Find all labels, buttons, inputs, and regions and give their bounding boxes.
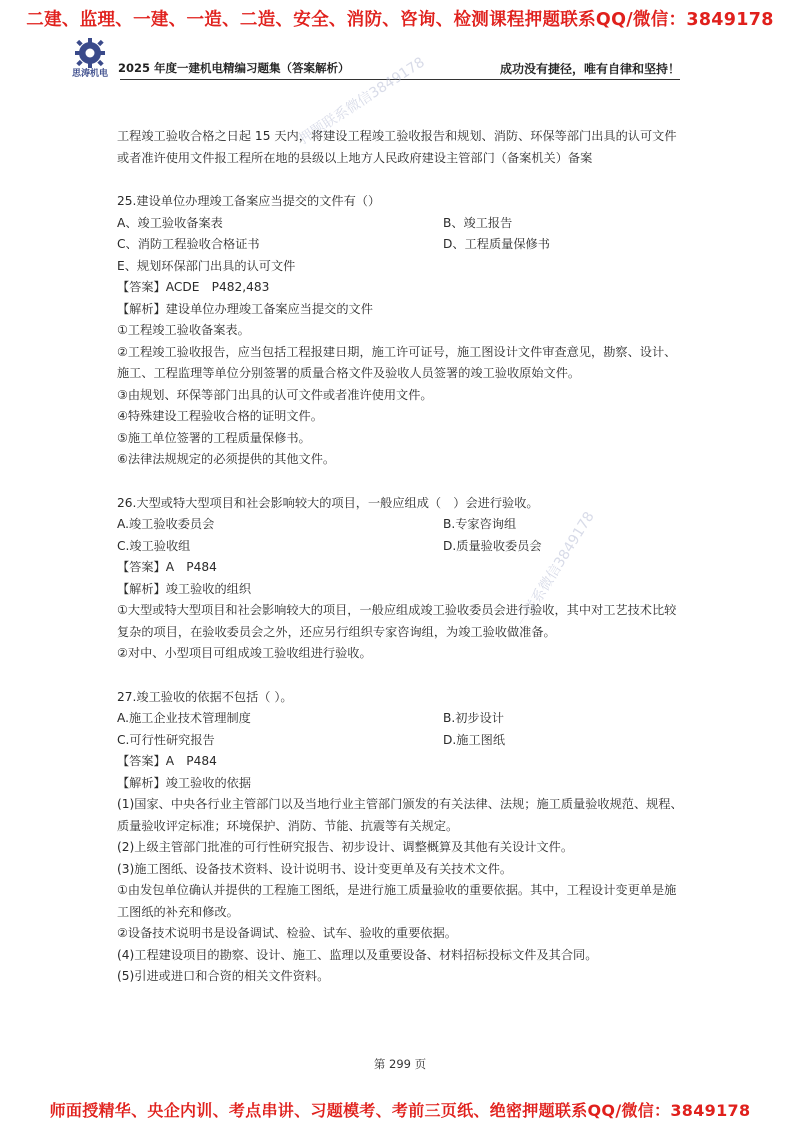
option-e: E、规划环保部门出具的认可文件	[117, 258, 296, 273]
option-b: B.初步设计	[443, 711, 504, 725]
option-d: D.质量验收委员会	[443, 538, 542, 553]
analysis-point: ③由规划、环保等部门出具的认可文件或者准许使用文件。	[117, 387, 433, 402]
header-slogan: 成功没有捷径，唯有自律和坚持！	[499, 62, 680, 76]
analysis-point: ⑤施工单位签署的工程质量保修书。	[117, 430, 311, 445]
option-c: C、消防工程验收合格证书	[117, 237, 260, 251]
book-title: 2025 年度一建机电精编习题集（答案解析）	[118, 61, 350, 75]
analysis-point: ⑥法律法规规定的必须提供的其他文件。	[117, 452, 336, 466]
page-content	[117, 126, 685, 988]
option-c: C.竣工验收组	[117, 538, 191, 553]
option-a: A.施工企业技术管理制度	[117, 711, 251, 725]
analysis-heading: 【解析】竣工验收的组织	[117, 581, 252, 596]
option-d: D.施工图纸	[443, 732, 506, 747]
option-a: A、竣工验收备案表	[117, 215, 223, 230]
logo	[68, 38, 112, 84]
option-grid	[117, 213, 685, 256]
analysis-point: (4)工程建设项目的勘察、设计、施工、监理以及重要设备、材料招标投标文件及其合同。	[117, 947, 598, 962]
analysis-point: ①工程竣工验收备案表。	[117, 323, 250, 337]
gear-logo-icon	[73, 38, 107, 68]
option-b: B.专家咨询组	[443, 517, 517, 531]
analysis-point: (3)施工图纸、设备技术资料、设计说明书、设计变更单及有关技术文件。	[117, 861, 513, 876]
analysis-heading: 【解析】建设单位办理竣工备案应当提交的文件	[117, 301, 373, 316]
analysis-point: ②设备技术说明书是设备调试、检验、试车、验收的重要依据。	[117, 926, 457, 940]
analysis-point: ①由发包单位确认并提供的工程施工图纸，是进行施工质量验收的重要依据。其中，工程设计变更单是施工图纸的补充和修改。	[117, 883, 677, 919]
answer: 【答案】A P484	[117, 754, 217, 768]
analysis-point: (2)上级主管部门批准的可行性研究报告、初步设计、调整概算及其他有关设计文件。	[117, 840, 574, 854]
analysis-point: ①大型或特大型项目和社会影响较大的项目，一般应组成竣工验收委员会进行验收，其中对工艺技术比较复杂的项目，在验收委员会之外，还应另行组织专家咨询组，为竣工验收做准备。	[117, 603, 677, 639]
question-27	[117, 687, 685, 988]
analysis-point: (5)引进或进口和合资的相关文件资料。	[117, 969, 330, 983]
option-b: B、竣工报告	[443, 215, 513, 230]
question-26	[117, 493, 685, 665]
question-stem: 26.大型或特大型项目和社会影响较大的项目，一般应组成（ ）会进行验收。	[117, 495, 539, 510]
option-grid	[117, 514, 685, 557]
analysis-point: ②对中、小型项目可组成竣工验收组进行验收。	[117, 646, 372, 660]
answer: 【答案】A P484	[117, 560, 217, 574]
option-d: D、工程质量保修书	[443, 237, 550, 251]
top-promo-banner: 二建、监理、一建、一造、二造、安全、消防、咨询、检测课程押题联系QQ/微信：3849178	[26, 10, 774, 30]
page-header	[62, 38, 680, 84]
question-25	[117, 191, 685, 471]
question-stem: 27.竣工验收的依据不包括（ ）。	[117, 689, 293, 704]
answer: 【答案】ACDE P482,483	[117, 280, 270, 294]
analysis-point: ④特殊建设工程验收合格的证明文件。	[117, 409, 323, 423]
question-stem: 25.建设单位办理竣工备案应当提交的文件有（）	[117, 194, 381, 208]
intro-paragraph: 工程竣工验收合格之日起 15 天内，将建设工程竣工验收报告和规划、消防、环保等部门出具的认可文件或者准许使用文件报工程所在地的县级以上地方人民政府建设主管部门（备案机关）备案	[117, 129, 677, 165]
option-grid	[117, 708, 685, 751]
watermark-2: 一联系微信3849178	[514, 509, 598, 630]
bottom-promo-banner: 师面授精华、央企内训、考点串讲、习题模考、考前三页纸、绝密押题联系QQ/微信：3849178	[49, 1101, 751, 1120]
analysis-point: ②工程竣工验收报告，应当包括工程报建日期，施工许可证号，施工图设计文件审查意见，勘察、设计、施工、工程监理等单位分别签署的质量合格文件及验收人员签署的竣工验收原始文件。	[117, 344, 677, 380]
option-a: A.竣工验收委员会	[117, 517, 215, 531]
analysis-heading: 【解析】竣工验收的依据	[117, 775, 252, 790]
page-number: 第 299 页	[373, 1057, 427, 1071]
analysis-point: (1)国家、中央各行业主管部门以及当地行业主管部门颁发的有关法律、法规；施工质量验收规范、规程、质量验收评定标准；环境保护、消防、节能、抗震等有关规定。	[117, 797, 683, 833]
watermark-1: 押题联系微信3849178	[296, 54, 428, 148]
option-c: C.可行性研究报告	[117, 732, 215, 747]
logo-text: 思涛机电	[71, 69, 108, 79]
